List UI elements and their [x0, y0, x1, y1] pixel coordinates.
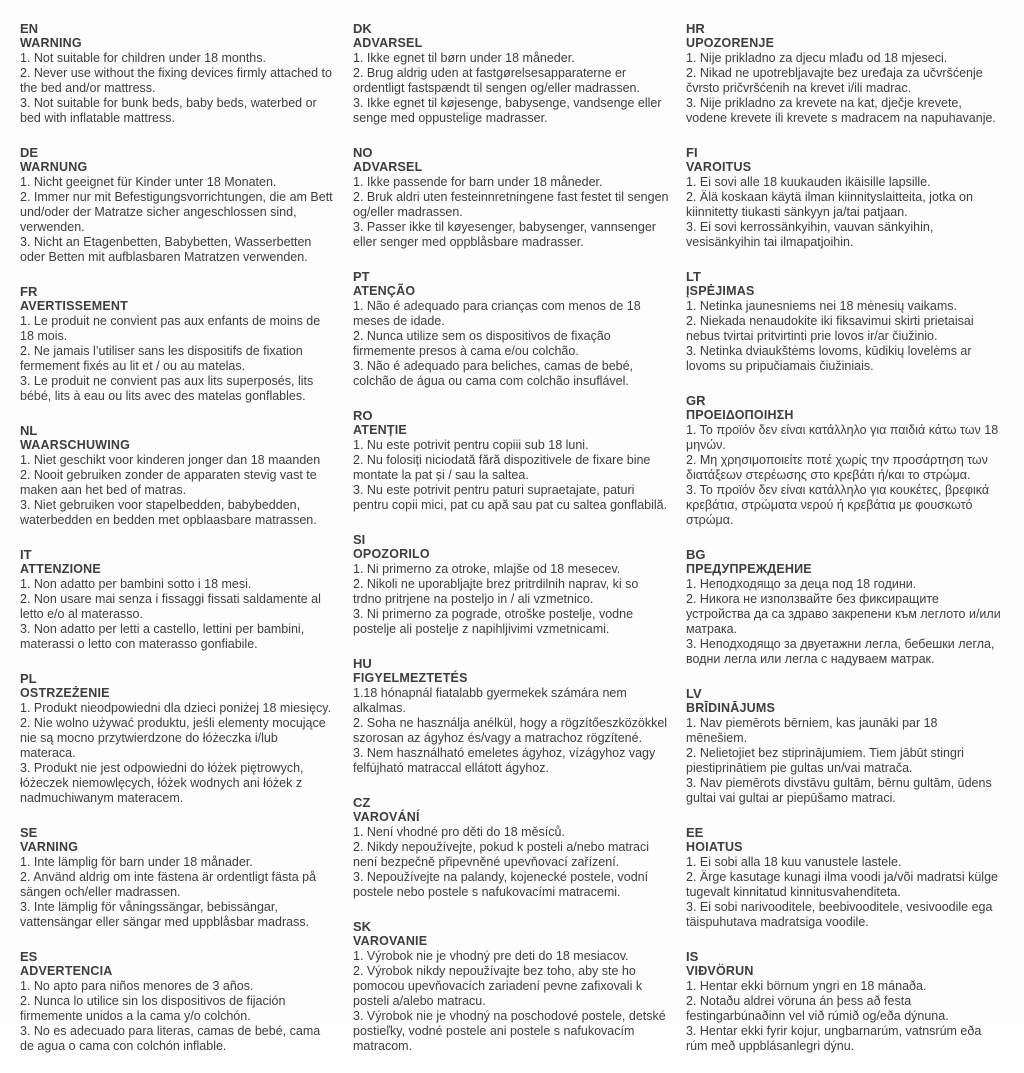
language-code: DE	[20, 145, 39, 160]
warning-title: VIÐVÖRUN	[686, 964, 754, 978]
warning-item: 2. Nooit gebruiken zonder de apparaten stevig vast te maken aan het bed of matras.	[20, 468, 317, 497]
warning-title: VAROVANIE	[353, 934, 428, 948]
language-code: NO	[353, 145, 373, 160]
warning-item: 3. Неподходящо за двуетажни легла, бебешки легла, водни легла или легла с надуваем матрак.	[686, 637, 995, 666]
warning-item: 2. Nikdy nepoužívejte, pokud k posteli a/nebo matraci není bezpečně připevněné upevňovací zařízení.	[353, 840, 650, 869]
warning-title: ADVARSEL	[353, 36, 423, 50]
warning-item: 3. Ni primerno za pograde, otroške postelje, vodne postelje ali postelje z napihljivimi vzmetnicami.	[353, 607, 634, 636]
warning-item: 2. Niekada nenaudokite iki fiksavimui skirti prietaisai nebus tvirtai pritvirtinti prie lovos ir/ar čiužinio.	[686, 314, 974, 343]
language-code: HR	[686, 21, 705, 36]
warning-item: 1. Nije prikladno za djecu mlađu od 18 mjeseci.	[686, 51, 948, 65]
warning-title: ATENȚIE	[353, 423, 407, 437]
warning-item: 3. Produkt nie jest odpowiedni do łóżek piętrowych, łóżeczek niemowlęcych, łóżek wodnych ani łóżek z nadmuchiwanym materacem.	[20, 761, 304, 805]
warning-item: 2. Non usare mai senza i fissaggi fissati saldamente al letto e/o al materasso.	[20, 592, 321, 621]
warning-item: 2. Nu folosiți niciodată fără dispozitivele de fixare bine montate la pat și / sau la saltea.	[353, 453, 651, 482]
warning-item: 1. Výrobok nie je vhodný pre deti do 18 mesiacov.	[353, 949, 629, 963]
warning-section	[353, 919, 669, 1054]
language-code: SK	[353, 919, 372, 934]
warning-title: ПРЕДУПРЕЖДЕНИЕ	[686, 562, 812, 576]
warning-section	[353, 145, 669, 250]
warning-item: 3. Το προϊόν δεν είναι κατάλληλο για κουκέτες, βρεφικά κρεβάτια, στρώματα νερού ή κρεβάτια με φουσκωτό στρώμα.	[686, 483, 990, 527]
warning-item: 3. Nav piemērots divstāvu gultām, bērnu gultām, ūdens gultai vai gultai ar piepūšamo matraci.	[686, 776, 992, 805]
warning-item: 3. Nepoužívejte na palandy, kojenecké postele, vodní postele nebo postele s nafukovacími matracemi.	[353, 870, 649, 899]
column-1	[20, 21, 336, 1073]
warning-items	[686, 979, 1002, 1054]
language-code: SI	[353, 532, 366, 547]
language-code: IS	[686, 949, 699, 964]
warning-section	[20, 671, 336, 806]
warning-item: 3. Výrobok nie je vhodný na poschodové postele, detské postieľky, vodné postele ani postele s nafukovacím matracom.	[353, 1009, 666, 1053]
warning-item: 2. Ärge kasutage kunagi ilma voodi ja/või madratsi külge tugevalt kinnitatud kinnitusvahenditeta.	[686, 870, 998, 899]
warning-title: ĮSPĖJIMAS	[686, 284, 755, 298]
language-code: PL	[20, 671, 37, 686]
warning-section	[20, 547, 336, 652]
warning-section	[686, 393, 1002, 528]
language-code: LV	[686, 686, 702, 701]
language-code: HU	[353, 656, 372, 671]
warning-items	[686, 716, 1002, 806]
warning-item: 2. Nie wolno używać produktu, jeśli elementy mocujące nie są mocno przytwierdzone do łóżeczka i/lub materaca.	[20, 716, 326, 760]
warning-item: 2. Никога не използвайте без фиксиращите устройства да са здраво закрепени към леглото и/или матрака.	[686, 592, 1001, 636]
warning-item: 2. Ne jamais l’utiliser sans les dispositifs de fixation fermement fixés au lit et / ou au matelas.	[20, 344, 303, 373]
warning-item: 2. Nelietojiet bez stiprinājumiem. Tiem jābūt stingri piestiprinātiem pie gultas un/vai matrača.	[686, 746, 964, 775]
warning-title: VAROVÁNÍ	[353, 810, 420, 824]
warning-items	[353, 686, 669, 776]
language-code: DK	[353, 21, 372, 36]
language-code: EN	[20, 21, 39, 36]
warning-items	[20, 453, 336, 528]
warning-section	[20, 949, 336, 1054]
warning-title: FIGYELMEZTETÉS	[353, 671, 468, 685]
warning-item: 1. Produkt nieodpowiedni dla dzieci poniżej 18 miesięcy.	[20, 701, 332, 715]
warning-item: 2. Bruk aldri uten festeinnretningene fast festet til sengen og/eller madrassen.	[353, 190, 669, 219]
warning-section	[686, 269, 1002, 374]
warning-title: WAARSCHUWING	[20, 438, 131, 452]
warning-section	[686, 547, 1002, 667]
warning-section	[353, 656, 669, 776]
warning-items	[20, 51, 336, 126]
warning-items	[686, 299, 1002, 374]
warning-section	[353, 269, 669, 389]
warning-title: VARNING	[20, 840, 79, 854]
warning-item: 1. Ikke egnet til børn under 18 måneder.	[353, 51, 575, 65]
warning-item: 1. Hentar ekki börnum yngri en 18 mánaða.	[686, 979, 927, 993]
warning-title: ADVARSEL	[353, 160, 423, 174]
warning-item: 2. Μη χρησιμοποιείτε ποτέ χωρίς την προσάρτηση των διατάξεων στερέωσης στο κρεβάτι ή/και το στρώμα.	[686, 453, 988, 482]
warning-title: ΠΡΟΕΙΔΟΠΟΙΗΣΗ	[686, 408, 794, 422]
warning-item: 2. Använd aldrig om inte fästena är ordentligt fästa på sängen och/eller madrassen.	[20, 870, 317, 899]
warning-title: UPOZORENJE	[686, 36, 775, 50]
warning-items	[353, 299, 669, 389]
warning-item: 1. Ei sobi alla 18 kuu vanustele lastele.	[686, 855, 902, 869]
warning-items	[353, 825, 669, 900]
warning-item: 2. Výrobok nikdy nepoužívajte bez toho, aby ste ho pomocou upevňovacích zariadení pevne zafixovali k posteli a/alebo matracu.	[353, 964, 643, 1008]
warning-item: 2. Nunca utilize sem os dispositivos de fixação firmemente presos à cama e/ou colchão.	[353, 329, 611, 358]
warning-items	[20, 855, 336, 930]
warning-item: 2. Never use without the fixing devices firmly attached to the bed and/or mattress.	[20, 66, 332, 95]
warning-items	[686, 51, 1002, 126]
warning-section	[353, 408, 669, 513]
warning-title: HOIATUS	[686, 840, 743, 854]
warning-items	[686, 175, 1002, 250]
column-2	[353, 21, 669, 1073]
warning-item: 1. Ei sovi alle 18 kuukauden ikäisille lapsille.	[686, 175, 931, 189]
warning-items	[686, 423, 1002, 528]
warning-item: 1. Неподходящо за деца под 18 години.	[686, 577, 917, 591]
warning-item: 2. Notaðu aldrei vöruna án þess að festa festingarbúnaðinn vel við rúmið og/eða dýnuna.	[686, 994, 949, 1023]
warning-item: 1. Le produit ne convient pas aux enfants de moins de 18 mois.	[20, 314, 321, 343]
column-3	[686, 21, 1002, 1073]
warning-item: 1. Inte lämplig för barn under 18 månader.	[20, 855, 253, 869]
warning-item: 3. Non adatto per letti a castello, lettini per bambini, materassi o letto con materasso gonfiabile.	[20, 622, 305, 651]
warning-title: AVERTISSEMENT	[20, 299, 128, 313]
warning-item: 1. Το προϊόν δεν είναι κατάλληλο για παιδιά κάτω των 18 μηνών.	[686, 423, 999, 452]
warning-title: WARNUNG	[20, 160, 88, 174]
language-code: NL	[20, 423, 38, 438]
warning-title: ATENÇÃO	[353, 284, 416, 298]
warning-items	[353, 949, 669, 1054]
warning-items	[353, 562, 669, 637]
warning-title: VAROITUS	[686, 160, 752, 174]
warning-section	[686, 825, 1002, 930]
warning-title: ADVERTENCIA	[20, 964, 113, 978]
warning-section	[20, 825, 336, 930]
language-code: BG	[686, 547, 706, 562]
warning-item: 1. Niet geschikt voor kinderen jonger dan 18 maanden	[20, 453, 321, 467]
language-code: PT	[353, 269, 370, 284]
warning-item: 3. Ei sobi narivooditele, beebivooditele, vesivoodile ega täispuhutava madratsiga voodile.	[686, 900, 993, 929]
warning-item: 2. Immer nur mit Befestigungsvorrichtungen, die am Bett und/oder der Matratze sicher angeschlossen sind, verwenden.	[20, 190, 333, 234]
warning-item: 2. Nikoli ne uporabljajte brez pritrdilnih naprav, ki so trdno pritrjene na posteljo in / ali vzmetnico.	[353, 577, 639, 606]
warning-item: 1. Netinka jaunesniems nei 18 mėnesių vaikams.	[686, 299, 957, 313]
warning-item: 1. Non adatto per bambini sotto i 18 mesi.	[20, 577, 252, 591]
language-code: EE	[686, 825, 704, 840]
warning-items	[20, 701, 336, 806]
warning-item: 1. Nu este potrivit pentru copiii sub 18 luni.	[353, 438, 589, 452]
warning-item: 3. Nije prikladno za krevete na kat, dječje krevete, vodene krevete ili krevete s madracem na napuhavanje.	[686, 96, 996, 125]
warning-items	[20, 577, 336, 652]
language-code: IT	[20, 547, 32, 562]
language-code: FR	[20, 284, 38, 299]
warning-title: WARNING	[20, 36, 82, 50]
warning-item: 2. Brug aldrig uden at fastgørelsesapparaterne er ordentligt fastspændt til sengen og/eller madrassen.	[353, 66, 640, 95]
warning-item: 3. Niet gebruiken voor stapelbedden, babybedden, waterbedden en bedden met opblaasbare matrassen.	[20, 498, 317, 527]
warning-item: 1. Ikke passende for barn under 18 måneder.	[353, 175, 603, 189]
warning-title: OPOZORILO	[353, 547, 430, 561]
language-code: SE	[20, 825, 38, 840]
warning-item: 3. Nicht an Etagenbetten, Babybetten, Wasserbetten oder Betten mit aufblasbaren Matratzen verwenden.	[20, 235, 312, 264]
warning-section	[353, 795, 669, 900]
warning-title: OSTRZEŻENIE	[20, 686, 110, 700]
warning-item: 2. Älä koskaan käytä ilman kiinnityslaitteita, jotka on kiinnitetty tiukasti sänkyyn ja/tai patjaan.	[686, 190, 973, 219]
warning-item: 3. Inte lämplig för våningssängar, bebissängar, vattensängar eller sängar med uppblåsbar madrass.	[20, 900, 310, 929]
warning-items	[353, 438, 669, 513]
warning-item: 3. Le produit ne convient pas aux lits superposés, lits bébé, lits à eau ou lits avec des matelas gonflables.	[20, 374, 314, 403]
warning-item: 3. Nem használható emeletes ágyhoz, vízágyhoz vagy felfújható matraccal ellátott ágyhoz.	[353, 746, 656, 775]
warning-item: 3. Não é adequado para beliches, camas de bebé, colchão de água ou cama com colchão insuflável.	[353, 359, 634, 388]
language-code: ES	[20, 949, 38, 964]
warning-item: 1. Não é adequado para crianças com menos de 18 meses de idade.	[353, 299, 641, 328]
warning-item: 1. Není vhodné pro děti do 18 měsíců.	[353, 825, 565, 839]
warning-item: 2. Nunca lo utilice sin los dispositivos de fijación firmemente unidos a la cama y/o colchón.	[20, 994, 286, 1023]
language-code: FI	[686, 145, 698, 160]
warning-section	[353, 532, 669, 637]
warning-section	[686, 21, 1002, 126]
warning-item: 1. Ni primerno za otroke, mlajše od 18 mesecev.	[353, 562, 621, 576]
warning-item: 3. Hentar ekki fyrir kojur, ungbarnarúm, vatnsrúm eða rúm með uppblásanlegri dýnu.	[686, 1024, 982, 1053]
warning-section	[686, 686, 1002, 806]
warning-item: 3. Passer ikke til køyesenger, babysenger, vannsenger eller senger med oppblåsbare madrasser.	[353, 220, 656, 249]
warning-items	[686, 855, 1002, 930]
warning-section	[20, 21, 336, 126]
warning-title: ATTENZIONE	[20, 562, 101, 576]
warning-item: 3. Ei sovi kerrossänkyihin, vauvan sänkyihin, vesisänkyihin tai ilmapatjoihin.	[686, 220, 934, 249]
warning-section	[20, 423, 336, 528]
warning-items	[20, 175, 336, 265]
warning-item: 3. Ikke egnet til køjesenge, babysenge, vandsenge eller senge med oppustelige madrasser.	[353, 96, 662, 125]
warning-item: 3. Netinka dviaukštėms lovoms, kūdikių lovelėms ar lovoms su pripučiamais čiužiniais.	[686, 344, 972, 373]
warning-section	[20, 145, 336, 265]
language-code: LT	[686, 269, 701, 284]
warning-item: 2. Nikad ne upotrebljavajte bez uređaja za učvršćenje čvrsto pričvršćenih na krevet i/ili madrac.	[686, 66, 983, 95]
warning-item: 1.18 hónapnál fiatalabb gyermekek számára nem alkalmas.	[353, 686, 627, 715]
warning-item: 3. No es adecuado para literas, camas de bebé, cama de agua o cama con colchón inflable.	[20, 1024, 321, 1053]
warning-item: 2. Soha ne használja anélkül, hogy a rögzítőeszközökkel szorosan az ágyhoz és/vagy a matrachoz rögzítené.	[353, 716, 668, 745]
warning-item: 3. Not suitable for bunk beds, baby beds, waterbed or bed with inflatable mattress.	[20, 96, 317, 125]
warning-item: 1. Not suitable for children under 18 months.	[20, 51, 266, 65]
warning-items	[20, 979, 336, 1054]
warning-section	[686, 145, 1002, 250]
warning-section	[686, 949, 1002, 1054]
language-code: RO	[353, 408, 373, 423]
warning-title: BRĪDINĀJUMS	[686, 701, 776, 715]
language-code: CZ	[353, 795, 371, 810]
warning-section	[20, 284, 336, 404]
warning-items	[353, 51, 669, 126]
warning-item: 1. Nav piemērots bērniem, kas jaunāki par 18 mēnešiem.	[686, 716, 938, 745]
language-code: GR	[686, 393, 706, 408]
warning-item: 1. No apto para niños menores de 3 años.	[20, 979, 254, 993]
warning-item: 1. Nicht geeignet für Kinder unter 18 Monaten.	[20, 175, 277, 189]
warning-items	[686, 577, 1002, 667]
warning-items	[353, 175, 669, 250]
warning-items	[20, 314, 336, 404]
warning-item: 3. Nu este potrivit pentru paturi supraetajate, paturi pentru copii mici, pat cu apă sau pat cu saltea gonflabilă.	[353, 483, 668, 512]
warning-section	[353, 21, 669, 126]
